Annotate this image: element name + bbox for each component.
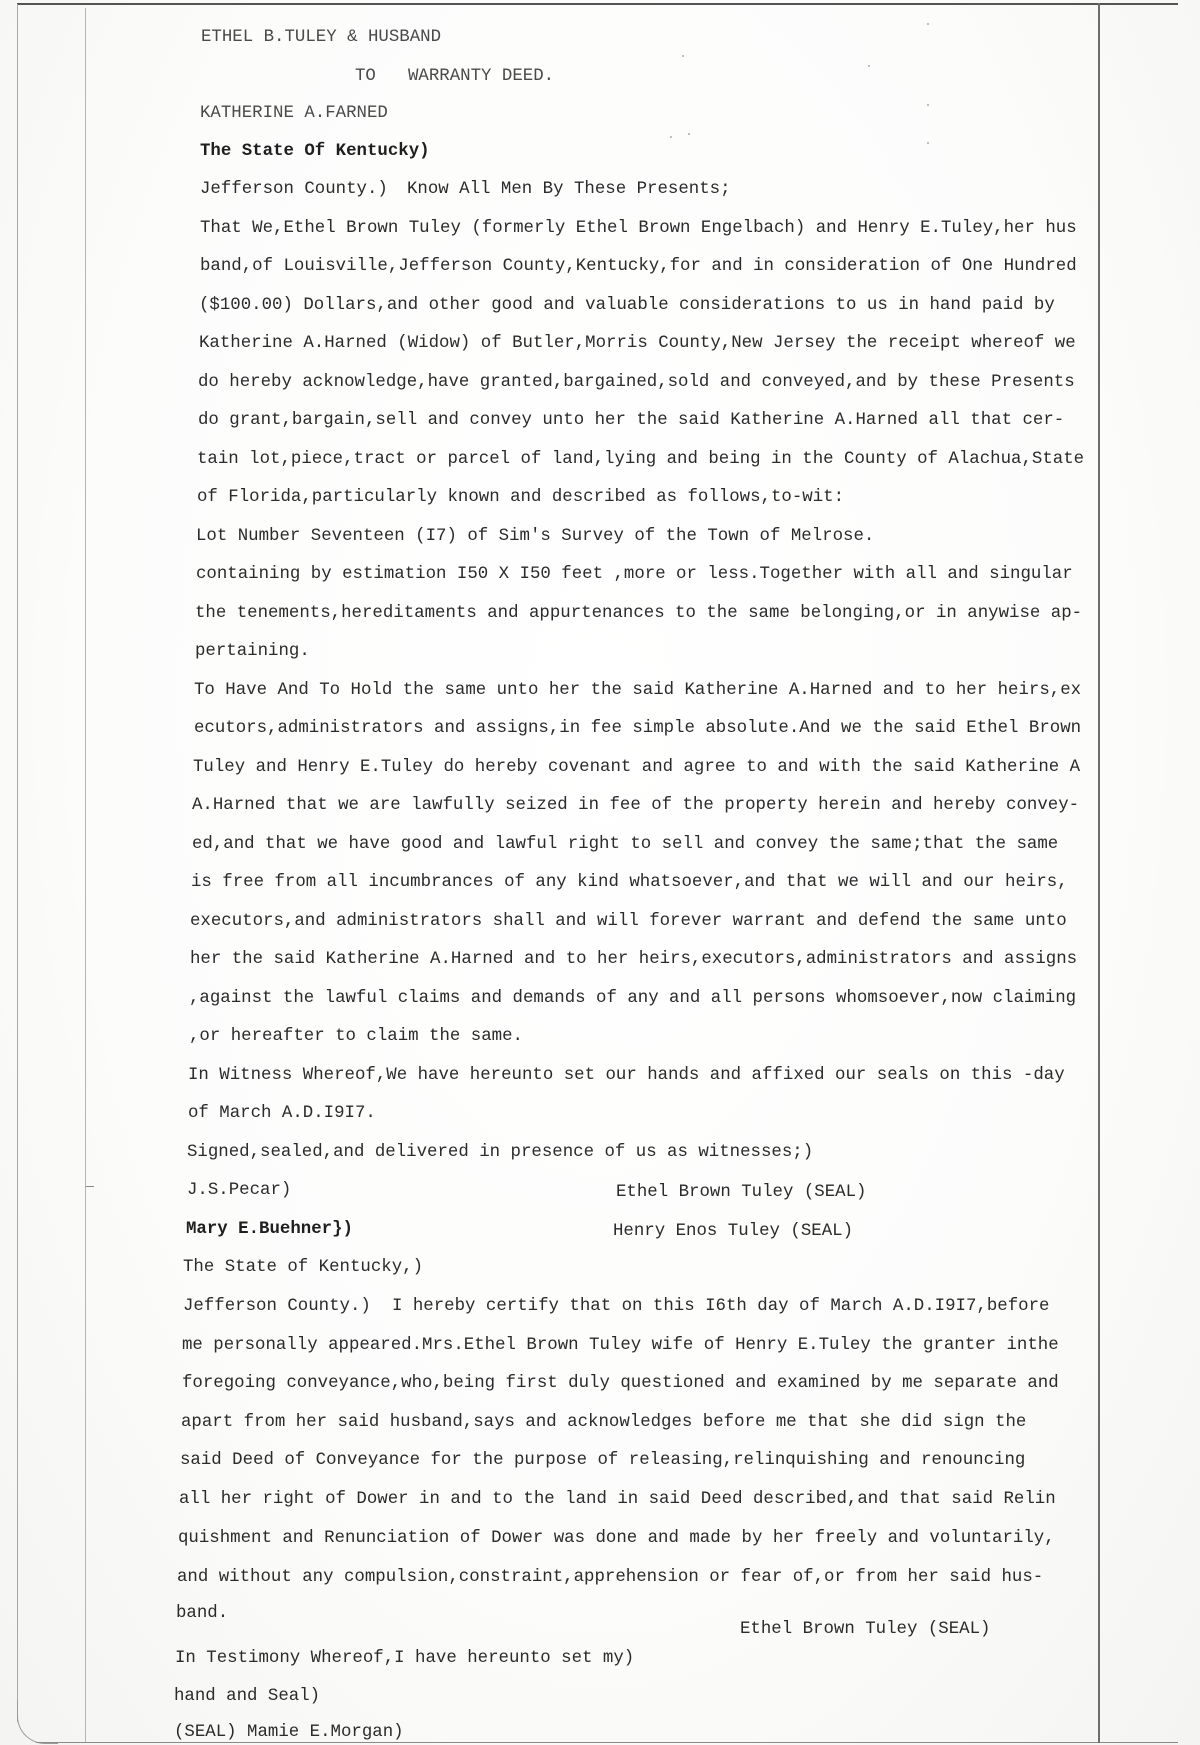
deed-type-title: WARRANTY DEED. [408,67,555,86]
body-line: tain lot,piece,tract or parcel of land,lying and being in the County of Alachua,State [197,450,1085,469]
to-label: TO [355,67,376,86]
ack-line: me personally appeared.Mrs.Ethel Brown Tuley wife of Henry E.Tuley the granter inthe [182,1336,1059,1355]
ink-speck [927,23,929,25]
ack-line: apart from her said husband,says and acknowledges before me that she did sign the [181,1413,1027,1432]
body-line: A.Harned that we are lawfully seized in fee of the property herein and hereby convey- [192,796,1080,815]
body-line: To Have And To Hold the same unto her the said Katherine A.Harned and to her heirs,ex [194,681,1082,700]
body-line: That We,Ethel Brown Tuley (formerly Ethel Brown Engelbach) and Henry E.Tuley,her hus [200,219,1077,238]
body-line: do hereby acknowledge,have granted,bargained,sold and conveyed,and by these Presents [198,373,1075,392]
ack-county: Jefferson County.) [183,1297,371,1316]
testimony-line: In Testimony Whereof,I have hereunto set my) [175,1649,635,1668]
right-margin-rule [1098,3,1100,1743]
body-line: Tuley and Henry E.Tuley do hereby covenant and agree to and with the said Katherine A [193,758,1081,777]
body-line: of March A.D.I9I7. [188,1104,376,1123]
body-line: Signed,sealed,and delivered in presence of us as witnesses;) [187,1143,814,1162]
ack-line: said Deed of Conveyance for the purpose of releasing,relinquishing and renouncing [180,1451,1026,1470]
witness-signature: Mary E.Buehner}) [186,1220,353,1239]
grantor-signature: Henry Enos Tuley (SEAL) [613,1222,854,1241]
ink-speck [868,65,870,67]
ack-line: band. [176,1604,229,1623]
body-line: ecutors,administrators and assigns,in fee simple absolute.And we the said Ethel Brown [194,719,1082,738]
body-line: Katherine A.Harned (Widow) of Butler,Morris County,New Jersey the receipt whereof we [199,334,1076,353]
body-line: is free from all incumbrances of any kind whatsoever,and that we will and our heirs, [191,873,1068,892]
body-line: the tenements,hereditaments and appurtenances to the same belonging,or in anywise ap- [195,604,1083,623]
ack-line: foregoing conveyance,who,being first duly questioned and examined by me separate and [182,1374,1059,1393]
venue-state: The State Of Kentucky) [200,142,430,161]
ack-line: and without any compulsion,constraint,apprehension or fear of,or from her said hus- [177,1568,1044,1587]
body-line: ,or hereafter to claim the same. [189,1027,523,1046]
body-line: pertaining. [195,642,310,661]
body-line: of Florida,particularly known and described as follows,to-wit: [197,488,845,507]
page-corner-bottom-left [17,1700,58,1744]
opening-clause: Know All Men By These Presents; [407,180,731,199]
margin-tick-mark [86,1186,94,1187]
body-line: her the said Katherine A.Harned and to her heirs,executors,administrators and assigns [190,950,1078,969]
body-line: In Witness Whereof,We have hereunto set our hands and affixed our seals on this -day [188,1066,1065,1085]
body-line: ($100.00) Dollars,and other good and valuable considerations to us in hand paid by [199,296,1055,315]
witness-signature: J.S.Pecar) [187,1181,292,1200]
testimony-line: hand and Seal) [174,1687,321,1706]
ink-speck [927,104,929,106]
body-line: band,of Louisville,Jefferson County,Kentucky,for and in consideration of One Hundred [200,257,1077,276]
ack-line: all her right of Dower in and to the land in said Deed described,and that said Relin [179,1490,1056,1509]
body-line: Lot Number Seventeen (I7) of Sim's Survey of the Town of Melrose. [196,527,875,546]
body-line: ,against the lawful claims and demands of any and all persons whomsoever,now claiming [189,989,1077,1008]
page-border-top [17,3,1178,5]
body-line: ed,and that we have good and lawful right to sell and convey the same;that the same [192,835,1059,854]
ink-speck [682,55,684,57]
ack-state: The State of Kentucky,) [183,1258,424,1277]
ink-speck [688,133,690,135]
grantee-heading: KATHERINE A.FARNED [200,104,388,123]
ink-speck [927,142,929,144]
ack-signature: Ethel Brown Tuley (SEAL) [740,1620,991,1639]
venue-county: Jefferson County.) [200,180,388,199]
notary-signature: (SEAL) Mamie E.Morgan) [174,1723,404,1742]
body-line: do grant,bargain,sell and convey unto her the said Katherine A.Harned all that cer- [198,411,1065,430]
page-border-left [17,4,18,1722]
ack-line: quishment and Renunciation of Dower was done and made by her freely and voluntarily, [178,1529,1055,1548]
ack-line: I hereby certify that on this I6th day of March A.D.I9I7,before [392,1297,1050,1316]
body-line: containing by estimation I50 X I50 feet ,more or less.Together with all and singular [196,565,1073,584]
grantor-heading: ETHEL B.TULEY & HUSBAND [201,28,442,47]
grantor-signature: Ethel Brown Tuley (SEAL) [616,1183,867,1202]
body-line: executors,and administrators shall and will forever warrant and defend the same unto [190,912,1067,931]
ink-speck [670,136,672,138]
margin-rule [85,8,86,1742]
